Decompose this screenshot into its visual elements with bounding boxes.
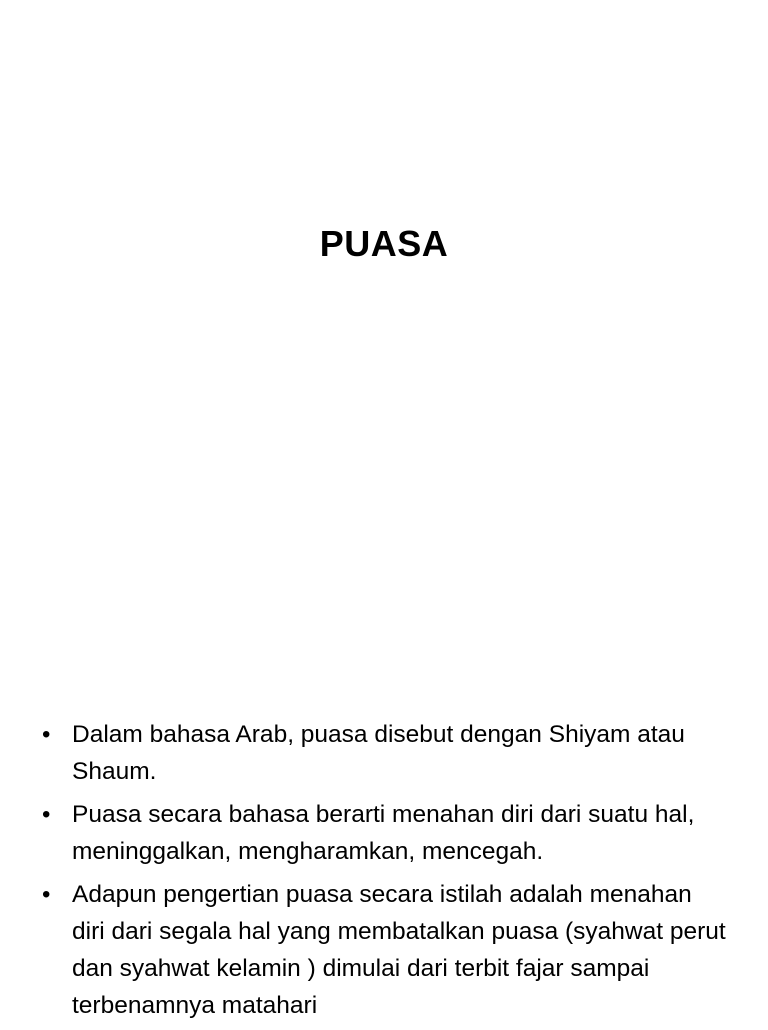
bullet-icon: •	[42, 881, 51, 908]
bullet-icon: •	[42, 721, 51, 748]
bullet-text: Dalam bahasa Arab, puasa disebut dengan Shiyam atau Shaum.	[72, 721, 685, 785]
slide-title: PUASA	[319, 223, 449, 264]
bullet-text: Adapun pengertian puasa secara istilah adalah menahan diri dari segala hal yang membatalkan puasa (syahwat perut dan syahwat kelamin ) dimulai dari terbit fajar sampai terbenamnya matahari	[72, 881, 726, 1019]
bullet-icon: •	[42, 801, 51, 828]
bullet-item	[40, 716, 730, 790]
bullet-item	[40, 876, 730, 1024]
bullet-text: Puasa secara bahasa berarti menahan diri dari suatu hal, meninggalkan, mengharamkan, mencegah.	[72, 801, 695, 865]
bullet-item	[40, 796, 730, 870]
bullet-list	[40, 716, 730, 1030]
